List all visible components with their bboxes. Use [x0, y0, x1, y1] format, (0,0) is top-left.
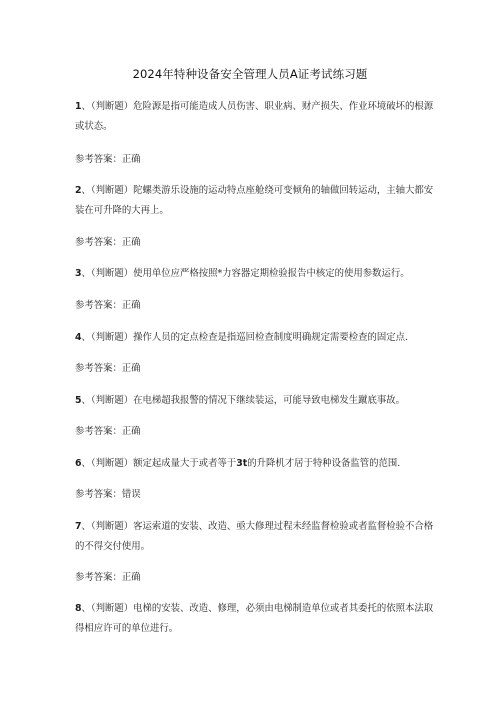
- question-text: 在电梯超我报警的情况下继续装运，可能导致电梯发生蹴底事故。: [133, 395, 405, 406]
- question-text: 危险源是指可能造成人员伤害、职业病、财产损失、作业环境破坏的根源或状态。: [75, 101, 434, 132]
- question-text: 电梯的安装、改造、修理，必须由电梯制造单位或者其委托的依照本法取得相应许可的单位进行。: [75, 603, 434, 634]
- question-text: 操作人员的定点检查是指巡回检查制度明确规定需要检查的固定点.: [133, 332, 408, 343]
- question-type: （判断题）: [90, 101, 134, 112]
- question-type: （判断题）: [90, 185, 134, 196]
- question-3: [75, 264, 435, 284]
- question-text-before: 额定起成量大于或者等于: [133, 458, 237, 469]
- question-separator: 、: [81, 101, 91, 112]
- question-type: （判断题）: [90, 458, 134, 469]
- question-text: 客运索道的安装、改造、亟大修理过程未经监督检验或者监督检验不合格的不得交付使用。: [75, 521, 434, 552]
- answer-7: 参考答案：正确: [75, 572, 141, 583]
- question-separator: 、: [81, 521, 91, 532]
- question-number: 1: [75, 101, 82, 112]
- question-text: 陀螺类游乐设施的运动特点座舱绕可变倾角的轴做回转运动，主轴大都安装在可升降的大再上。: [75, 185, 434, 216]
- question-type: （判断题）: [90, 395, 134, 406]
- question-separator: 、: [81, 458, 91, 469]
- question-number: 8: [75, 603, 82, 614]
- question-2: [75, 181, 435, 221]
- question-separator: 、: [81, 395, 91, 406]
- question-number: 5: [75, 395, 82, 406]
- question-separator: 、: [81, 185, 91, 196]
- question-text: 使用单位应严格按照*力容器定期检验报告中核定的使用参数运行。: [133, 268, 410, 279]
- question-separator: 、: [81, 603, 91, 614]
- question-number: 4: [75, 332, 82, 343]
- answer-3: 参考答案：正确: [75, 300, 141, 311]
- question-number: 6: [75, 458, 82, 469]
- question-5: [75, 391, 435, 411]
- question-type: （判断题）: [90, 268, 134, 279]
- question-4: [75, 328, 435, 348]
- question-6: [75, 454, 435, 474]
- question-type: （判断题）: [90, 332, 134, 343]
- question-number: 2: [75, 185, 82, 196]
- answer-4: 参考答案：正确: [75, 363, 141, 374]
- question-8: [75, 599, 435, 639]
- question-text-bold: 3t: [236, 458, 248, 469]
- answer-2: 参考答案：正确: [75, 237, 141, 248]
- answer-1: 参考答案：正确: [75, 154, 141, 165]
- question-separator: 、: [81, 332, 91, 343]
- question-separator: 、: [81, 268, 91, 279]
- answer-6: 参考答案：错误: [75, 489, 141, 500]
- question-text-after: 的升降机才居于特种设备监管的范围.: [247, 458, 401, 469]
- question-number: 3: [75, 268, 82, 279]
- answer-5: 参考答案：正确: [75, 426, 141, 437]
- question-1: [75, 97, 435, 137]
- page-title: 2024年特种设备安全管理人员A证考试练习题: [132, 67, 368, 81]
- question-type: （判断题）: [90, 521, 134, 532]
- question-type: （判断题）: [90, 603, 134, 614]
- question-number: 7: [75, 521, 82, 532]
- question-7: [75, 517, 435, 557]
